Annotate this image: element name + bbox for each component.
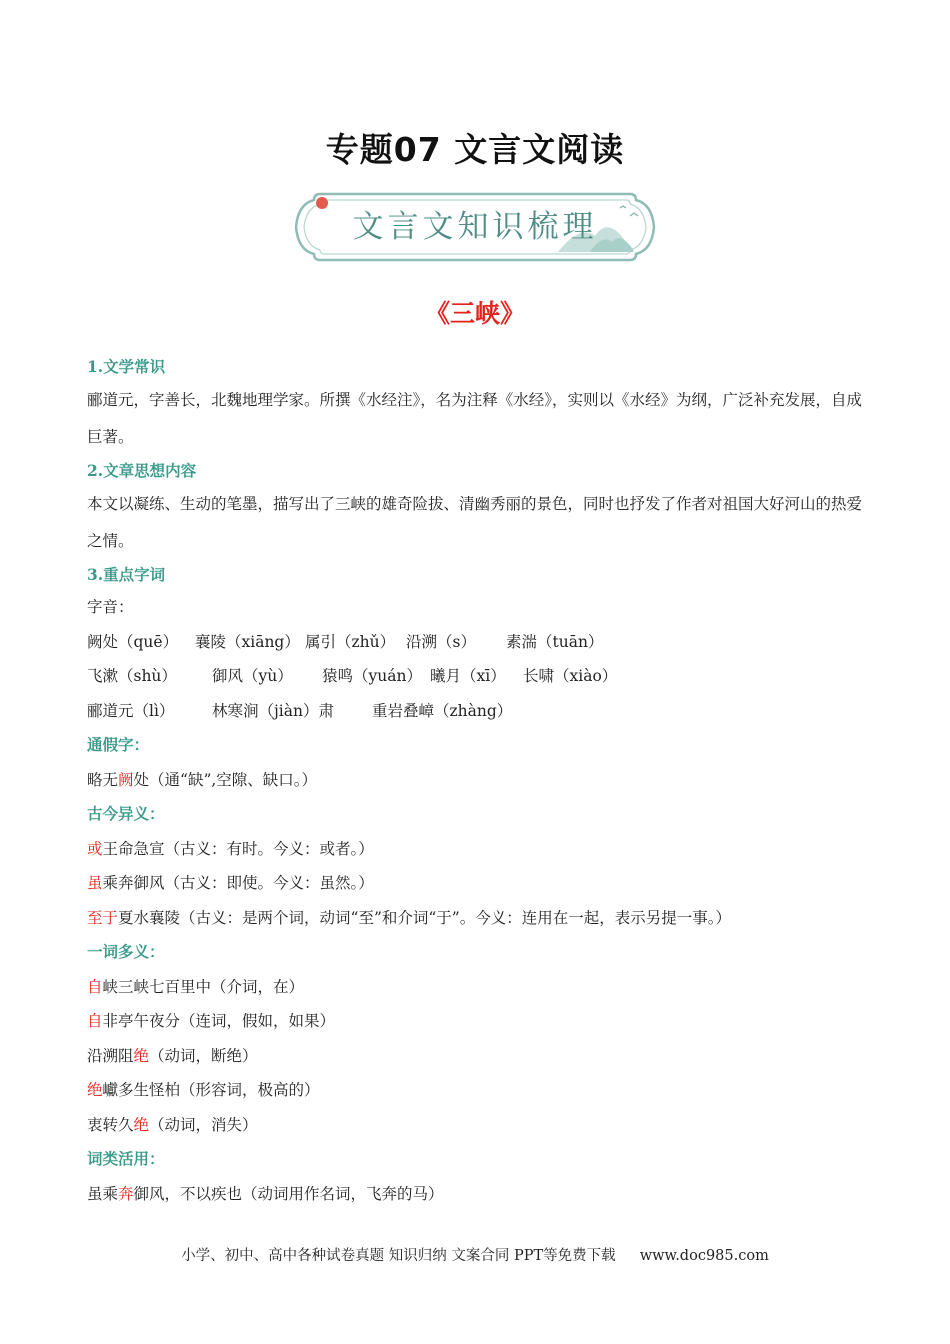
pinyin-item: 阙处（quē） xyxy=(87,632,179,651)
tongjia-heading: 通假字： xyxy=(87,735,150,754)
gujin-item: 或王命急宣（古义：有时。今义：或者。） xyxy=(87,839,374,858)
yici-item: 自非亭午夜分（连词，假如，如果） xyxy=(87,1012,336,1030)
pinyin-item: 曦月（xī） xyxy=(430,667,506,685)
section-heading-theme: 2.文章思想内容 xyxy=(87,461,197,480)
yici-item: 衷转久绝（动词，消失） xyxy=(87,1115,258,1134)
gujin-item: 至于夏水襄陵（古义：是两个词，动词“至”和介词“于”。今义：连用在一起，表示另提一事。） xyxy=(87,908,731,927)
footer-url[interactable]: www.doc985.com xyxy=(639,1248,769,1264)
pinyin-item: 属引（zhǔ） xyxy=(305,632,396,651)
pronunciation-row xyxy=(87,694,862,729)
pinyin-item: 猿鸣（yuán） xyxy=(322,667,422,685)
article-title: 《三峡》 xyxy=(424,299,525,328)
pronunciation-label: 字音： xyxy=(87,598,134,616)
footer-text: 小学、初中、高中各种试卷真题 知识归纳 文案合同 PPT等免费下载 xyxy=(181,1248,616,1264)
literary-knowledge-text: 郦道元，字善长，北魏地理学家。所撰《水经注》，名为注释《水经》，实则以《水经》为纲，广泛补充发展，自成巨著。 xyxy=(87,391,863,446)
pronunciation-row xyxy=(87,659,862,694)
banner-text: 文言文知识梳理 xyxy=(352,209,598,245)
pinyin-item: 郦道元（lì） xyxy=(87,701,175,720)
gujin-heading: 古今异义： xyxy=(87,804,165,823)
tongjia-item: 略无阙处（通“缺”,空隙、缺口。） xyxy=(87,770,318,789)
theme-text: 本文以凝练、生动的笔墨，描写出了三峡的雄奇险拔、清幽秀丽的景色，同时也抒发了作者对祖国大好河山的热爱之情。 xyxy=(87,495,863,550)
pronunciation-row xyxy=(87,625,862,660)
pinyin-item: 飞漱（shù） xyxy=(87,667,177,685)
pinyin-item: 重岩叠嶂（zhàng） xyxy=(372,701,513,720)
section-heading-literary: 1.文学常识 xyxy=(87,357,166,376)
cilei-item: 虽乘奔御风，不以疾也（动词用作名词，飞奔的马） xyxy=(87,1184,444,1203)
yici-item: 绝巘多生怪柏（形容词，极高的） xyxy=(87,1081,320,1099)
yici-item: 自峡三峡七百里中（介词，在） xyxy=(87,977,305,996)
section-heading-keywords: 3.重点字词 xyxy=(87,565,166,584)
cilei-heading: 词类活用： xyxy=(87,1149,165,1168)
pinyin-item: 素湍（tuān） xyxy=(506,632,604,651)
section-banner xyxy=(290,186,660,268)
pinyin-item: 沿溯（s） xyxy=(406,632,476,651)
pinyin-item: 御风（yù） xyxy=(212,667,293,685)
gujin-item: 虽乘奔御风（古义：即使。今义：虽然。） xyxy=(87,874,374,892)
pinyin-item: 长啸（xiào） xyxy=(523,667,618,685)
yici-item: 沿溯阻绝（动词，断绝） xyxy=(87,1046,258,1065)
pinyin-item: 襄陵（xiāng） xyxy=(195,632,300,651)
yici-heading: 一词多义： xyxy=(87,942,165,961)
page-title: 专题07 文言文阅读 xyxy=(325,130,625,169)
pinyin-item: 林寒涧（jiàn）肃 xyxy=(212,701,334,720)
page-footer xyxy=(0,1244,950,1265)
content xyxy=(87,352,862,1211)
